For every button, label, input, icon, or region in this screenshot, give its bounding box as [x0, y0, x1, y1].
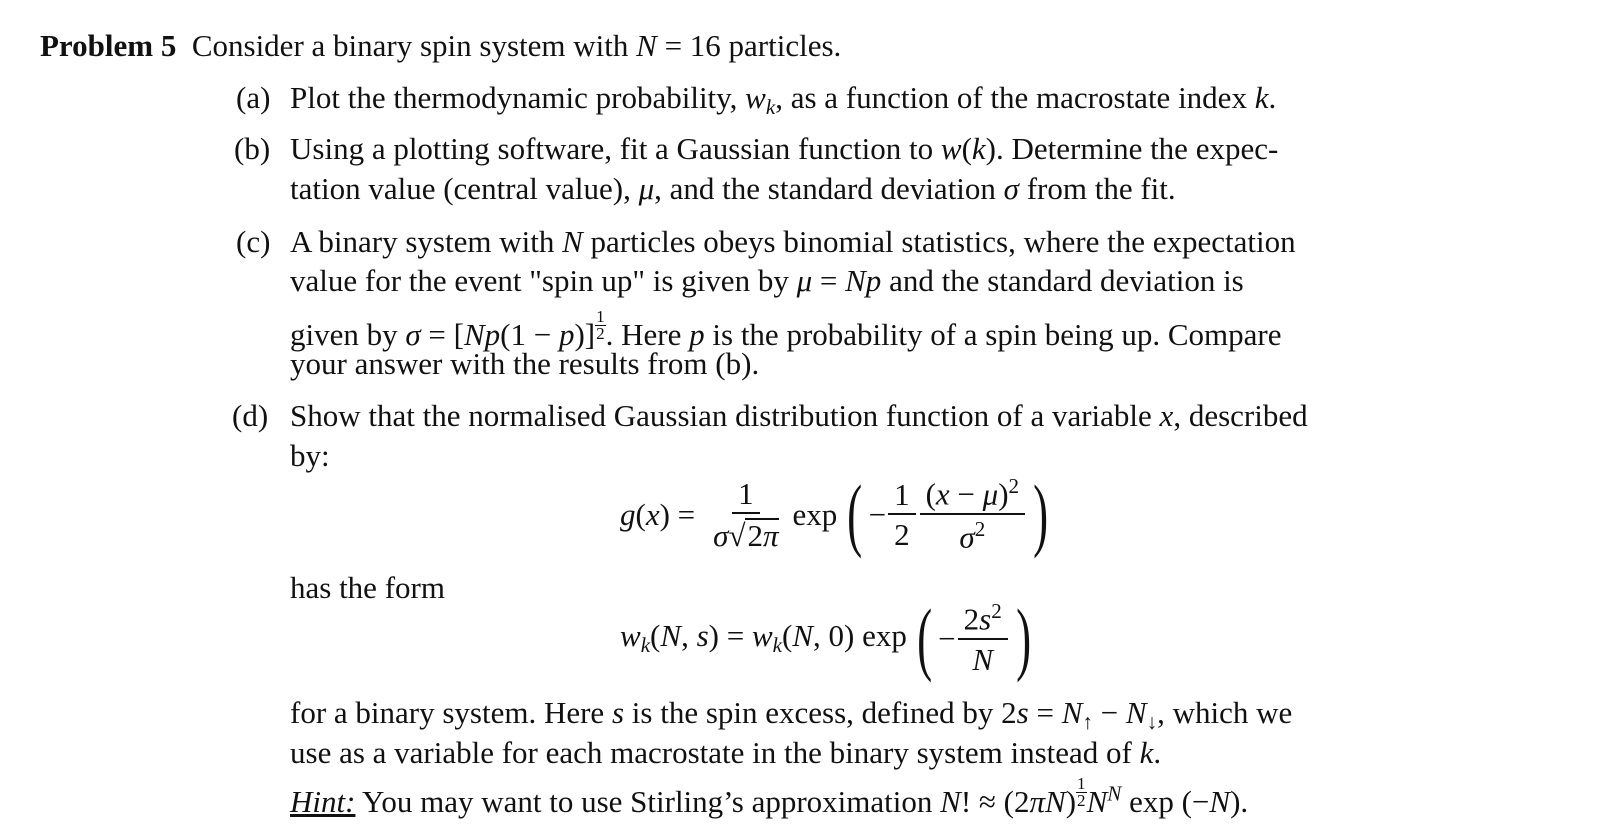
gaussian-equation: g(x) = $\frac{1}{\sigma√2\pi}$ exp ( − $\frac{1}{2}$ $\frac{(x - \mu)^2}{\sigma^2}$ ) — [620, 468, 1049, 560]
normalization-fraction: $\frac{1}{\sigma√2\pi}$ — [713, 475, 779, 553]
problem-label: Problem 5 — [40, 28, 177, 63]
part-d-label: (d) — [232, 398, 269, 433]
part-b-line-2: tation value (central value), μ, and the standard deviation σ from the fit. — [290, 171, 1176, 206]
part-c-line-3: given by σ = [Np(1 − p)] $\frac{1}{2}$ . Here p is the probability of a spin being up. Compare — [290, 307, 1282, 353]
part-a-label: (a) — [236, 80, 271, 115]
problem-intro: Consider a binary spin system with N = 16 particles. — [184, 28, 842, 63]
hint-label: Hint: — [290, 784, 356, 820]
part-d-line-1: Show that the normalised Gaussian distribution function of a variable x, described — [290, 398, 1308, 433]
part-d-line-2: by: — [290, 438, 330, 473]
problem-header — [40, 30, 841, 61]
hint-text: You may want to use Stirling’s approximation N! ≈ (2πN) $\frac{1}{2}$ $N^N$ exp (−N). — [362, 774, 1249, 820]
part-c-line-2: value for the event "spin up" is given by μ = Np and the standard deviation is — [290, 263, 1244, 298]
binary-form-equation: $w_k(N$, $s) = w_k(N$, 0) exp ( − $\frac{2s^2}{N}$ ) — [620, 592, 1031, 684]
part-b-label: (b) — [234, 131, 271, 166]
part-c-label: (c) — [236, 224, 271, 259]
part-d-line-4: use as a variable for each macrostate in the binary system instead of k. — [290, 735, 1162, 770]
part-c-line-4: your answer with the results from (b). — [290, 346, 760, 381]
part-a-text: Plot the thermodynamic probability, $w_k$, as a function of the macrostate index k. — [290, 80, 1277, 119]
part-d-has-form: has the form — [290, 570, 445, 605]
part-b-line-1: Using a plotting software, fit a Gaussian function to w(k). Determine the expec- — [290, 131, 1279, 166]
part-d-line-3: for a binary system. Here s is the spin excess, defined by $2s = N_↑ - N_↓$, which we — [290, 695, 1293, 734]
part-c-line-1: A binary system with N particles obeys binomial statistics, where the expectation — [290, 224, 1296, 259]
hint-line — [290, 774, 1249, 820]
